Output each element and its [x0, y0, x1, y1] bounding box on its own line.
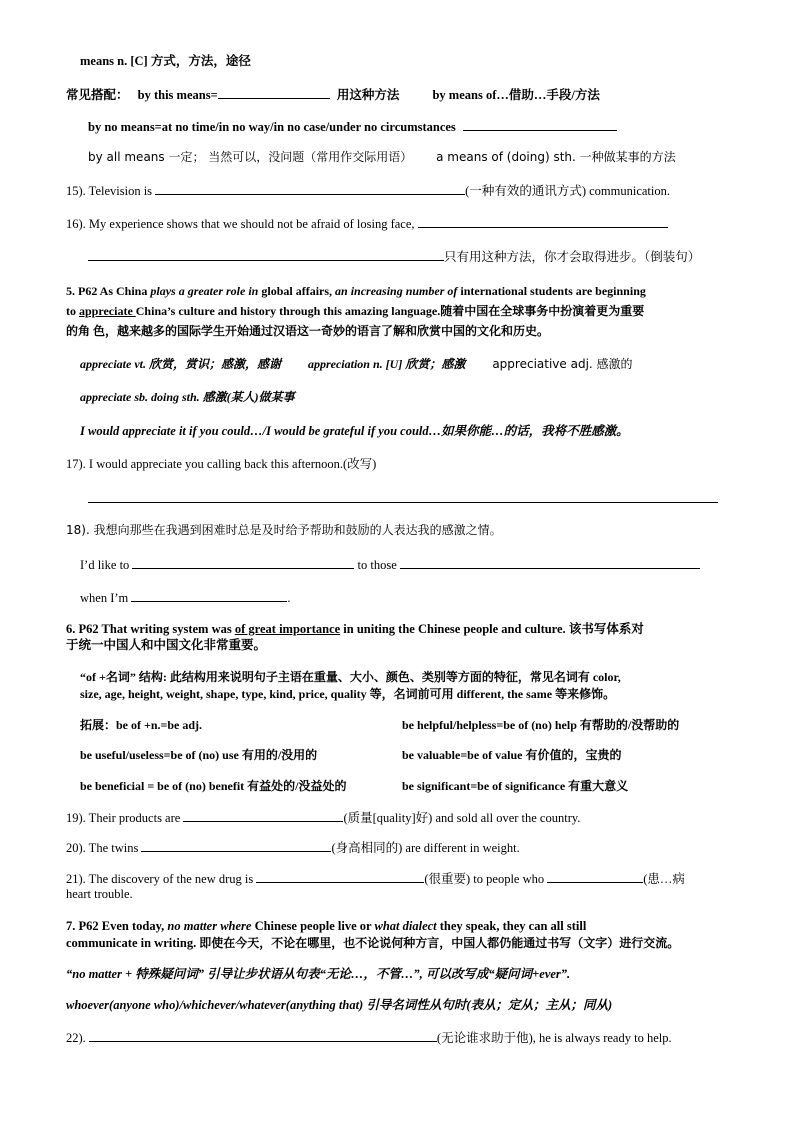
sec7-line-2 — [66, 935, 679, 951]
question-21-line-2: heart trouble. — [66, 887, 133, 901]
sec7-text-e: they speak, they can all still — [436, 919, 587, 933]
a-means-of: a means of (doing) sth. 一种做某事的方法 — [436, 150, 676, 164]
q21-mid: (很重要) to people who — [424, 872, 545, 886]
q16-tail: 只有用这种方法，你才会取得进步。（倒装句） — [444, 250, 701, 264]
sec5-to: to — [66, 304, 79, 318]
sec7-text-c: Chinese people live or — [251, 919, 375, 933]
sec6-text-a: 6. P62 That writing system was — [66, 622, 235, 636]
ext-right-3: be significant=be of significance 有重大意义 — [402, 779, 629, 793]
question-16-line-2 — [88, 248, 700, 265]
q18-blank-3[interactable] — [131, 589, 287, 602]
of-noun-structure-1: “of +名词” 结构: 此结构用来说明句子主语在重量、大小、颜色、类别等方面的特征，常见名词有 color, — [80, 670, 621, 684]
q19-blank[interactable] — [183, 809, 343, 822]
by-all-means-line — [88, 149, 676, 165]
question-17: 17). I would appreciate you calling back this afternoon.(改写) — [66, 457, 377, 471]
q19-lead: 19). Their products are — [66, 811, 181, 825]
blank-by-this-means[interactable] — [218, 86, 330, 99]
sec6-line-1 — [66, 621, 644, 637]
sec7-line-1 — [66, 918, 586, 934]
sec5-line-2 — [66, 303, 644, 319]
q21-tail: (患…病 — [643, 872, 685, 886]
question-18: 18). 我想向那些在我遇到困难时总是及时给予帮助和鼓励的人表达我的感激之情。 — [66, 523, 502, 537]
sec5-line-3: 的角 色，越来越多的国际学生开始通过汉语这一奇妙的语言了解和欣赏中国的文化和历史。 — [66, 324, 550, 338]
q22-blank[interactable] — [89, 1029, 437, 1042]
q16-blank-2[interactable] — [88, 248, 444, 261]
appreciate-def: appreciate vt. 欣赏，赏识；感激，感谢 — [80, 357, 281, 371]
q18-when-im: when I’m — [80, 591, 129, 605]
sec6-of-great-importance: of great importance — [234, 622, 341, 636]
sec5-appreciate: appreciate — [79, 304, 136, 318]
q20-blank[interactable] — [141, 839, 331, 852]
question-22 — [66, 1029, 672, 1046]
whoever-rule: whoever(anyone who)/whichever/whatever(anything that) 引导名词性从句时(表从；定从；主从；同从) — [66, 998, 613, 1012]
q19-tail: (质量[quality]好) and sold all over the country. — [343, 811, 581, 825]
question-21 — [66, 870, 685, 887]
question-18-line-3 — [80, 589, 291, 606]
sec5-text-a: 5. P62 As China — [66, 284, 151, 298]
q16-blank-1[interactable] — [418, 215, 668, 228]
sec7-what-dialect: what dialect — [374, 919, 437, 933]
sec7-communicate: communicate in writing. — [66, 936, 197, 950]
ext-right-1: be helpful/helpless=be of (no) help 有帮助的/没帮助的 — [402, 718, 680, 732]
q21-lead: 21). The discovery of the new drug is — [66, 872, 254, 886]
ext-left-1: 拓展：be of +n.=be adj. — [80, 718, 203, 732]
no-matter-rule: “no matter + 特殊疑问词” 引导让步状语从句表“无论…，不管…”, 可以改写成“疑问词+ever”. — [66, 967, 571, 981]
question-20 — [66, 839, 520, 856]
means-heading: means n. [C] 方式，方法，途径 — [80, 54, 251, 68]
by-means-of: by means of…借助…手段/方法 — [432, 88, 600, 102]
by-no-means-line — [88, 118, 617, 135]
sec5-cn-line2: 随着中国在全球事务中扮演着更为重要 — [440, 304, 645, 318]
sec7-cn: 即使在今天，不论在哪里，也不论说何种方言，中国人都仍能通过书写（文字）进行交流。 — [196, 936, 680, 950]
q17-answer-line[interactable] — [88, 502, 718, 503]
ext-left-3: be beneficial = be of (no) benefit 有益处的/没益处的 — [80, 779, 347, 793]
q22-tail: (无论谁求助于他), he is always ready to help. — [436, 1031, 672, 1045]
q16-lead: 16). My experience shows that we should not be afraid of losing face, — [66, 217, 415, 231]
sec5-line-1 — [66, 283, 646, 299]
question-19 — [66, 809, 580, 826]
collocation-label: 常见搭配： — [66, 88, 129, 102]
q18-period: . — [287, 591, 291, 605]
q20-tail: (身高相同的) are different in weight. — [331, 841, 520, 855]
sec6-line-2: 于统一中国人和中国文化非常重要。 — [66, 638, 267, 652]
would-appreciate: I would appreciate it if you could…/I would be grateful if you could…如果你能…的话，我将不胜感激。 — [80, 424, 629, 438]
q20-lead: 20). The twins — [66, 841, 139, 855]
appreciate-doing: appreciate sb. doing sth. 感激(某人)做某事 — [80, 390, 295, 404]
sec5-phrase-number: an increasing number of — [335, 284, 458, 298]
q21-blank-1[interactable] — [256, 870, 424, 883]
question-16 — [66, 215, 668, 232]
q18-blank-1[interactable] — [132, 556, 354, 569]
appreciative-def: appreciative adj. 感激的 — [492, 357, 633, 371]
ext-right-2: be valuable=be of value 有价值的，宝贵的 — [402, 748, 622, 762]
sec5-text-e: international students are beginning — [457, 284, 646, 298]
by-this-means-cn: 用这种方法 — [336, 88, 400, 102]
collocation-line — [66, 86, 600, 103]
q15-tail: (一种有效的通讯方式) communication. — [465, 184, 671, 198]
question-15 — [66, 182, 670, 199]
by-this-means: by this means= — [137, 88, 218, 102]
appreciation-def: appreciation n. [U] 欣赏；感激 — [307, 357, 466, 371]
q21-blank-2[interactable] — [547, 870, 643, 883]
q15-blank[interactable] — [155, 182, 465, 195]
sec5-text-line2: China’s culture and history through this amazing language. — [135, 304, 441, 318]
sec7-no-matter-where: no matter where — [167, 919, 252, 933]
sec5-phrase-role: plays a greater role in — [150, 284, 259, 298]
blank-by-no-means[interactable] — [463, 118, 617, 131]
ext-left-2: be useful/useless=be of (no) use 有用的/没用的 — [80, 748, 318, 762]
of-noun-structure-2: size, age, height, weight, shape, type, kind, price, quality 等，名词前可用 different, the same 等来修饰。 — [80, 687, 616, 701]
q18-blank-2[interactable] — [400, 556, 700, 569]
q22-lead: 22). — [66, 1031, 86, 1045]
sec7-text-a: 7. P62 Even today, — [66, 919, 168, 933]
sec6-text-c: in uniting the Chinese people and culture. — [340, 622, 566, 636]
sec6-cn-a: 该书写体系对 — [565, 622, 644, 636]
question-18-line-2 — [80, 556, 700, 573]
appreciate-defs — [80, 356, 633, 372]
q18-id-like: I’d like to — [80, 558, 130, 572]
by-all-means: by all means 一定； 当然可以，没问题（常用作交际用语） — [88, 150, 413, 164]
q15-lead: 15). Television is — [66, 184, 153, 198]
sec5-text-c: global affairs, — [258, 284, 336, 298]
by-no-means: by no means=at no time/in no way/in no case/under no circumstances — [88, 120, 456, 134]
q18-to-those: to those — [357, 558, 397, 572]
